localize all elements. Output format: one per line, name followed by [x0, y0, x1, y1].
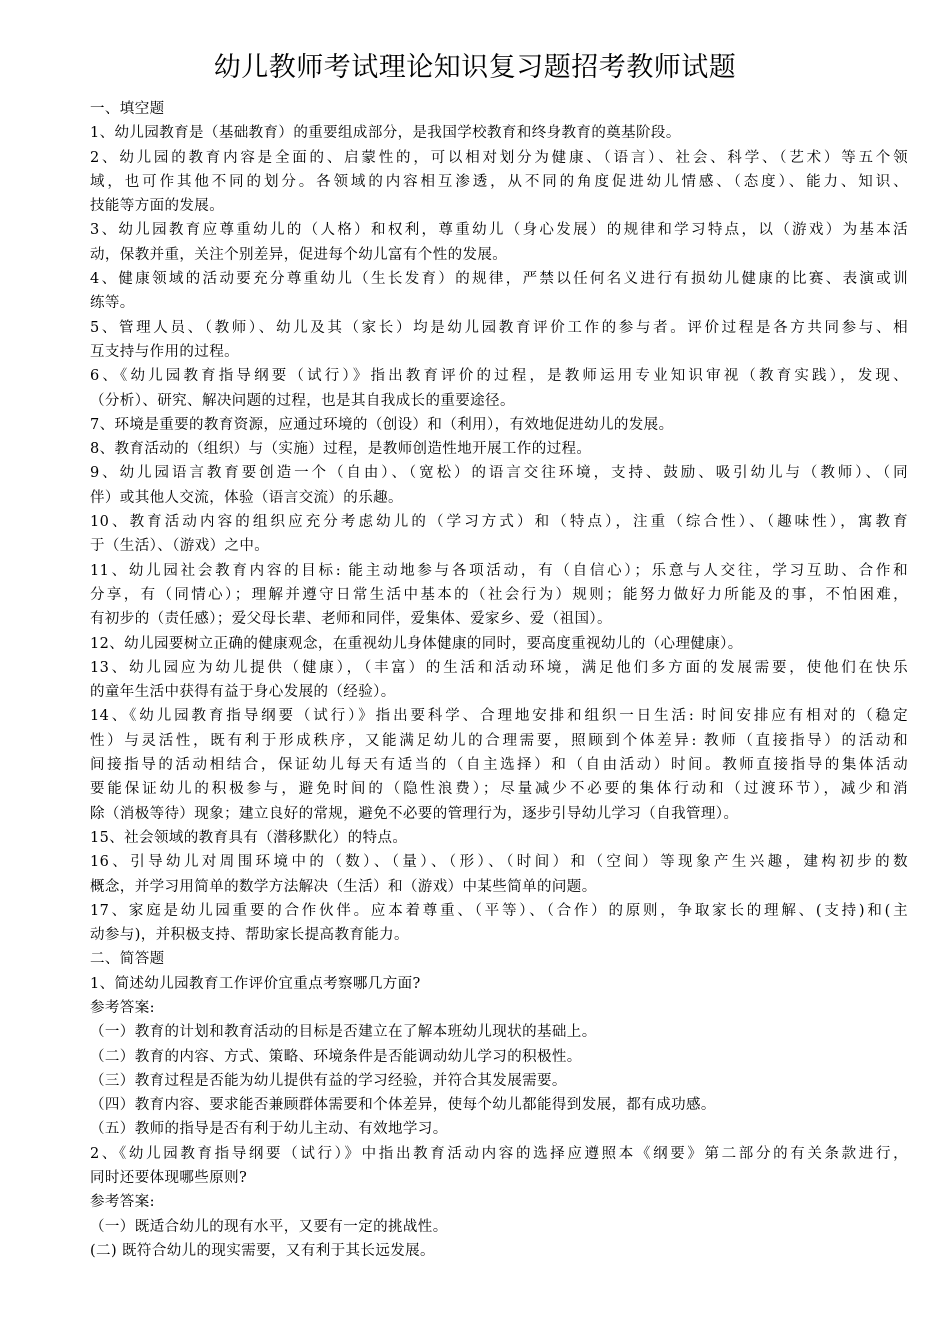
text-line: 互支持与作用的过程。: [90, 343, 239, 360]
document-body: [90, 97, 908, 1263]
text-line: 分享，有（同情心）；理解并遵守日常生活中基本的（社会行为）规则；能努力做好力所能及的事，不怕困难，: [90, 586, 908, 603]
text-line: 16、引导幼儿对周围环境中的（数）、（量）、（形）、（时间）和（空间）等现象产生兴趣，建构初步的数: [90, 854, 908, 871]
text-line: 参考答案:: [90, 999, 155, 1016]
text-line: 11、幼儿园社会教育内容的目标: 能主动地参与各项活动，有（自信心）；乐意与人交往，学习互助、合作和: [90, 562, 908, 579]
text-line: 10、教育活动内容的组织应充分考虑幼儿的（学习方式）和（特点），注重（综合性）、（趣味性），寓教育: [90, 514, 908, 531]
text-line: 的童年生活中获得有益于身心发展的（经验）。: [90, 684, 396, 701]
text-line: 有初步的（责任感）；爱父母长辈、老师和同伴，爱集体、爱家乡、爱（祖国）。: [90, 611, 612, 628]
text-line: 动，保教并重，关注个别差异，促进每个幼儿富有个性的发展。: [90, 246, 508, 263]
text-line: 1、简述幼儿园教育工作评价宜重点考察哪几方面?: [90, 975, 421, 992]
text-line: 要能保证幼儿的积极参与，避免时间的（隐性浪费）；尽量减少不必要的集体行动和（过渡环节），减少和消: [90, 781, 908, 798]
text-line: 间接指导的活动相结合，保证幼儿每天有适当的（自主选择）和（自由活动）时间。教师直接指导的集体活动: [90, 757, 908, 774]
text-line: （二）教育的内容、方式、策略、环境条件是否能调动幼儿学习的积极性。: [90, 1048, 582, 1065]
text-line: 6、《幼儿园教育指导纲要（试行）》指出教育评价的过程，是教师运用专业知识审视（教育实践），发现、: [90, 368, 908, 385]
text-line: 于（生活）、（游戏）之中。: [90, 538, 270, 555]
text-line: 概念，并学习用简单的数学方法解决（生活）和（游戏）中某些简单的问题。: [90, 878, 597, 895]
text-line: 4、健康领域的活动要充分尊重幼儿（生长发育）的规律，严禁以任何名义进行有损幼儿健康的比赛、表演或训: [90, 271, 908, 288]
text-line: （三）教育过程是否能为幼儿提供有益的学习经验，并符合其发展需要。: [90, 1072, 567, 1089]
text-line: 14、《幼儿园教育指导纲要（试行）》指出要科学、合理地安排和组织一日生活: 时间安排应有相对的（稳定: [90, 708, 908, 725]
text-line: 除（消极等待）现象；建立良好的常规，避免不必要的管理行为，逐步引导幼儿学习（自我管理）。: [90, 805, 739, 822]
text-line: （一）既适合幼儿的现有水平，又要有一定的挑战性。: [90, 1218, 448, 1235]
text-line: 动参与)，并积极支持、帮助家长提高教育能力。: [90, 927, 409, 944]
text-line: （分析）、研究、解决问题的过程，也是其自我成长的重要途径。: [90, 392, 515, 409]
text-line: 二、简答题: [90, 951, 165, 968]
text-line: 8、教育活动的（组织）与（实施）过程，是教师创造性地开展工作的过程。: [90, 441, 592, 458]
document-title: 幼儿教师考试理论知识复习题招考教师试题: [213, 52, 737, 83]
text-line: 17、家庭是幼儿园重要的合作伙伴。应本着尊重、（平等）、（合作）的原则，争取家长的理解、(支持)和(主: [90, 902, 908, 919]
text-line: 13、幼儿园应为幼儿提供（健康），（丰富）的生活和活动环境，满足他们多方面的发展需要，使他们在快乐: [90, 659, 908, 676]
text-line: 12、幼儿园要树立正确的健康观念，在重视幼儿身体健康的同时，要高度重视幼儿的（心理健康）。: [90, 635, 743, 652]
text-line: （五）教师的指导是否有利于幼儿主动、有效地学习。: [90, 1121, 448, 1138]
text-line: 2、幼儿园的教育内容是全面的、启蒙性的，可以相对划分为健康、（语言）、社会、科学、（艺术）等五个领: [90, 149, 908, 166]
text-line: 7、环境是重要的教育资源，应通过环境的（创设）和（利用），有效地促进幼儿的发展。: [90, 416, 674, 433]
text-line: 3、幼儿园教育应尊重幼儿的（人格）和权利，尊重幼儿（身心发展）的规律和学习特点，以（游戏）为基本活: [90, 222, 908, 239]
text-line: 同时还要体现哪些原则?: [90, 1170, 248, 1187]
text-line: 域，也可作其他不同的划分。各领域的内容相互渗透，从不同的角度促进幼儿情感、（态度）、能力、知识、: [90, 173, 908, 190]
text-line: 15、社会领域的教育具有（潜移默化）的特点。: [90, 829, 408, 846]
text-line: 1、幼儿园教育是（基础教育）的重要组成部分，是我国学校教育和终身教育的奠基阶段。: [90, 125, 681, 142]
text-line: 参考答案:: [90, 1194, 155, 1211]
text-line: 性）与灵活性，既有利于形成秩序，又能满足幼儿的合理需要，照顾到个体差异: 教师（直接指导）的活动和: [90, 732, 908, 749]
text-line: 5、管理人员、（教师）、幼儿及其（家长）均是幼儿园教育评价工作的参与者。评价过程是各方共同参与、相: [90, 319, 908, 336]
text-line: 2、《幼儿园教育指导纲要（试行）》中指出教育活动内容的选择应遵照本《纲要》第二部分的有关条款进行，: [90, 1145, 908, 1162]
text-line: 一、填空题: [90, 101, 165, 117]
text-line: （四）教育内容、要求能否兼顾群体需要和个体差异，使每个幼儿都能得到发展，都有成功感。: [90, 1097, 716, 1114]
text-line: (二) 既符合幼儿的现实需要，又有利于其长远发展。: [90, 1242, 435, 1259]
text-line: 9、幼儿园语言教育要创造一个（自由）、（宽松）的语言交往环境，支持、鼓励、吸引幼儿与（教师）、（同: [90, 465, 908, 482]
text-line: 伴）或其他人交流，体验（语言交流）的乐趣。: [90, 489, 403, 506]
text-line: （一）教育的计划和教育活动的目标是否建立在了解本班幼儿现状的基础上。: [90, 1024, 597, 1041]
text-line: 练等。: [90, 295, 135, 312]
text-line: 技能等方面的发展。: [90, 198, 225, 215]
